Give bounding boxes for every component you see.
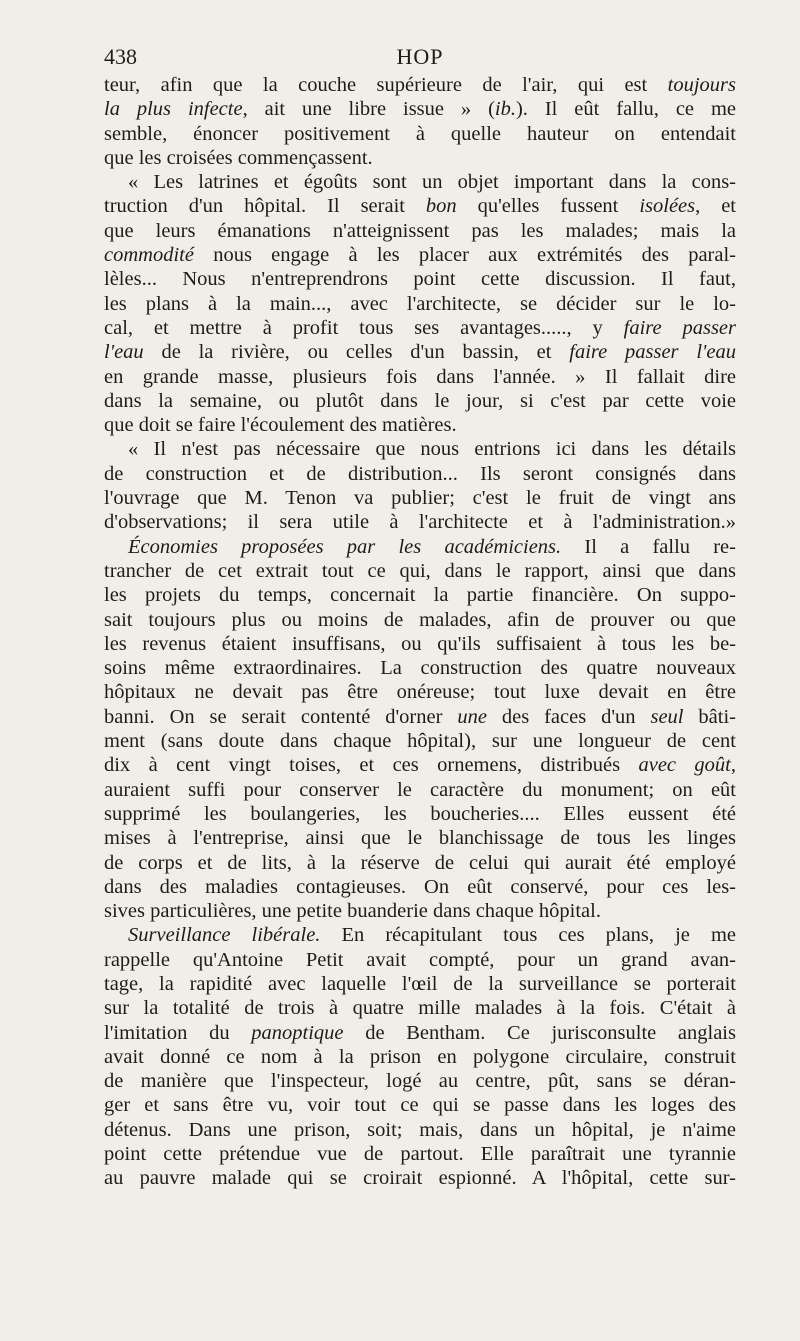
text-line — [104, 778, 736, 802]
text-line — [104, 267, 736, 291]
text-line — [104, 146, 736, 170]
text-run: semble, énoncer positivement à quelle hauteur on entendait — [104, 122, 736, 145]
italic-text: bon — [425, 195, 457, 218]
page-number: 438 — [104, 44, 137, 69]
text-run: truction d'un hôpital. Il serait — [104, 195, 426, 218]
text-run: les projets du temps, concernait la partie financière. On suppo- — [104, 584, 736, 607]
page-header — [104, 40, 736, 74]
text-run: que les croisées commençassent. — [104, 146, 373, 169]
text-run: de la rivière, ou celles d'un bassin, et — [143, 341, 570, 364]
text-run: Il a fallu re- — [561, 535, 736, 558]
italic-text: faire passer l'eau — [569, 341, 736, 364]
text-run: tage, la rapidité avec laquelle l'œil de la surveillance se porterait — [104, 972, 736, 995]
text-line — [104, 170, 736, 194]
text-line — [104, 340, 736, 364]
text-line — [104, 122, 736, 146]
text-line — [104, 1118, 736, 1142]
text-run: des faces d'un — [486, 705, 651, 728]
text-run: au pauvre malade qui se croirait espionné. A l'hôpital, cette sur- — [104, 1167, 736, 1190]
text-line — [104, 729, 736, 753]
text-run: En récapitulant tous ces plans, je me — [320, 924, 736, 947]
running-head: HOP — [396, 44, 444, 69]
text-line — [104, 194, 736, 218]
text-line — [104, 875, 736, 899]
text-line — [104, 753, 736, 777]
text-run: « Les latrines et égoûts sont un objet important dans la cons- — [128, 171, 736, 194]
text-run: d'observations; il sera utile à l'architecte et à l'administration.» — [104, 511, 736, 534]
italic-text: toujours — [667, 74, 736, 96]
italic-text: ib. — [494, 98, 516, 121]
text-run: banni. On se serait contenté d'orner — [104, 705, 458, 728]
text-run: que leurs émanations n'atteignissent pas les malades; mais la — [104, 219, 736, 242]
text-run: , — [730, 754, 736, 777]
text-run: les revenus étaient insuffisans, ou qu'ils suffisaient à tous les be- — [104, 632, 736, 655]
text-run: « Il n'est pas nécessaire que nous entrions ici dans les détails — [128, 438, 736, 461]
text-run: dix à cent vingt toises, et ces ornemens, distribués — [104, 754, 639, 777]
text-run: sur la totalité de trois à quatre mille malades à la fois. C'était à — [104, 997, 736, 1020]
text-line — [104, 802, 736, 826]
text-run: les plans à la main..., avec l'architecte, se décider sur le lo- — [104, 292, 736, 315]
text-line — [104, 923, 736, 947]
text-run: soins même extraordinaires. La construction des quatre nouveaux — [104, 657, 736, 680]
text-line — [104, 972, 736, 996]
text-line — [104, 365, 736, 389]
text-line — [104, 219, 736, 243]
text-line — [104, 535, 736, 559]
text-run: avait donné ce nom à la prison en polygone circulaire, construit — [104, 1045, 736, 1068]
text-line — [104, 705, 736, 729]
italic-text: l'eau — [104, 341, 144, 364]
text-run: que doit se faire l'écoulement des matières. — [104, 414, 457, 437]
text-line — [104, 680, 736, 704]
text-run: teur, afin que la couche supérieure de l'air, qui est — [104, 74, 668, 96]
text-run: , et — [695, 195, 736, 218]
text-run: sait toujours plus ou moins de malades, afin de prouver ou que — [104, 608, 736, 631]
text-run: ment (sans doute dans chaque hôpital), sur une longueur de cent — [104, 730, 736, 753]
text-line — [104, 413, 736, 437]
italic-text: une — [457, 705, 487, 728]
text-run: rappelle qu'Antoine Petit avait compté, pour un grand avan- — [104, 948, 736, 971]
text-run: de Bentham. Ce jurisconsulte anglais — [343, 1021, 736, 1044]
text-line — [104, 559, 736, 583]
body-text — [104, 73, 736, 1191]
text-line — [104, 1021, 736, 1045]
text-run: détenus. Dans une prison, soit; mais, dans un hôpital, je n'aime — [104, 1118, 736, 1141]
text-line — [104, 1069, 736, 1093]
italic-text: la plus infecte — [104, 98, 243, 121]
text-run: point cette prétendue vue de partout. Elle paraîtrait une tyrannie — [104, 1143, 736, 1166]
text-run: , ait une libre issue » ( — [242, 98, 495, 121]
text-run: nous engage à les placer aux extrémités des paral- — [193, 244, 736, 267]
text-run: de corps et de lits, à la réserve de celui qui aurait été employé — [104, 851, 736, 874]
italic-text: isolées — [639, 195, 696, 218]
text-line — [104, 656, 736, 680]
italic-text: Économies proposées par les académiciens. — [128, 535, 562, 558]
italic-text: faire passer — [623, 316, 736, 339]
text-run: hôpitaux ne devait pas être onéreuse; tout luxe devait en être — [104, 681, 736, 704]
text-run: de manière que l'inspecteur, logé au centre, pût, sans se déran- — [104, 1070, 736, 1093]
text-line — [104, 851, 736, 875]
text-run: mises à l'entreprise, ainsi que le blanchissage de tous les linges — [104, 827, 736, 850]
text-run: dans des maladies contagieuses. On eût conservé, pour ces les- — [104, 875, 736, 898]
text-run: trancher de cet extrait tout ce qui, dans le rapport, ainsi que dans — [104, 559, 736, 582]
italic-text: avec goût — [638, 754, 731, 777]
text-line — [104, 583, 736, 607]
text-line — [104, 899, 736, 923]
text-line — [104, 1093, 736, 1117]
text-run: bâti- — [683, 705, 736, 728]
text-run: l'imitation du — [104, 1021, 252, 1044]
text-line — [104, 243, 736, 267]
text-line — [104, 437, 736, 461]
text-run: auraient suffi pour conserver le caractère du monument; on eût — [104, 778, 736, 801]
text-run: lèles... Nous n'entreprendrons point cette discussion. Il faut, — [104, 268, 736, 291]
text-line — [104, 996, 736, 1020]
text-line — [104, 608, 736, 632]
text-line — [104, 948, 736, 972]
text-run: supprimé les boulangeries, les boucheries.... Elles eussent été — [104, 802, 736, 825]
text-run: cal, et mettre à profit tous ses avantages....., y — [104, 316, 624, 339]
text-line — [104, 97, 736, 121]
text-line — [104, 632, 736, 656]
text-run: en grande masse, plusieurs fois dans l'année. » Il fallait dire — [104, 365, 736, 388]
text-line — [104, 826, 736, 850]
text-line — [104, 1045, 736, 1069]
text-line — [104, 73, 736, 97]
text-line — [104, 486, 736, 510]
italic-text: panoptique — [251, 1021, 344, 1044]
text-run: de construction et de distribution... Ils seront consignés dans — [104, 462, 736, 485]
text-line — [104, 1166, 736, 1190]
italic-text: commodité — [104, 244, 194, 267]
text-run: sives particulières, une petite buanderie dans chaque hôpital. — [104, 900, 601, 923]
text-line — [104, 316, 736, 340]
text-run: ). Il eût fallu, ce me — [515, 98, 736, 121]
text-line — [104, 389, 736, 413]
text-run: dans la semaine, ou plutôt dans le jour, si c'est par cette voie — [104, 389, 736, 412]
text-line — [104, 510, 736, 534]
text-line — [104, 292, 736, 316]
text-run: l'ouvrage que M. Tenon va publier; c'est le fruit de vingt ans — [104, 487, 736, 510]
text-run: qu'elles fussent — [456, 195, 640, 218]
italic-text: Surveillance libérale. — [128, 924, 321, 947]
text-line — [104, 1142, 736, 1166]
italic-text: seul — [650, 705, 684, 728]
text-run: ger et sans être vu, voir tout ce qui se passe dans les loges des — [104, 1094, 736, 1117]
text-line — [104, 462, 736, 486]
